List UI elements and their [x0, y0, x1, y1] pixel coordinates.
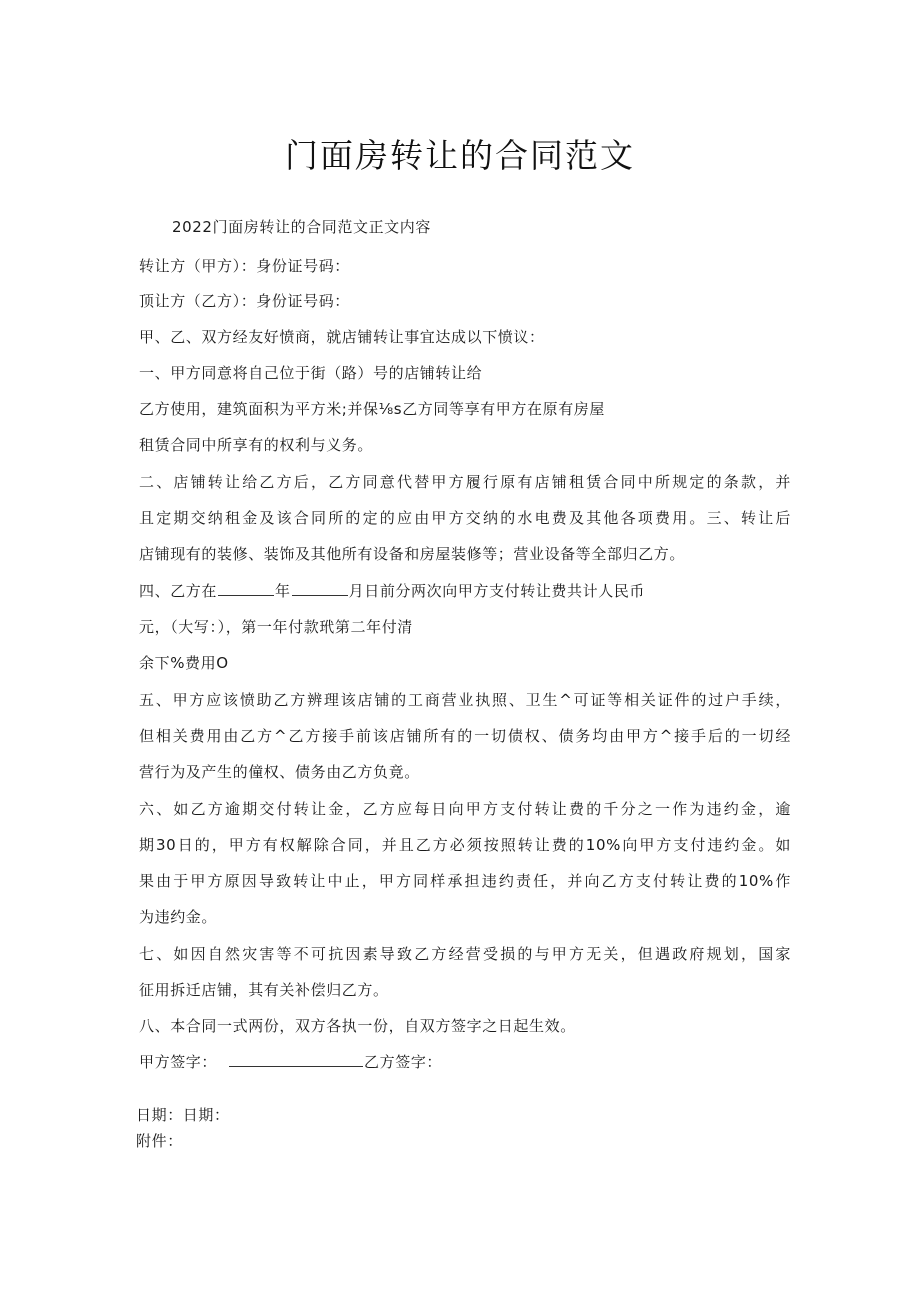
year-blank-field[interactable]: [218, 581, 274, 596]
clause-5-line: 五、甲方应该愤助乙方辨理该店铺的工商营业执照、卫生^可证等相关证件的过户手续，: [139, 691, 791, 709]
party-a-line: 转让方（甲方）：身份证号码：: [139, 257, 350, 275]
intro-line: 甲、乙、双方经友好愤商，就店铺转让事宜达成以下愤议：: [139, 328, 545, 346]
document-title: 门面房转让的合同范文: [285, 136, 635, 175]
clause-8-line: 八、本合同一式两份，双方各执一份，自双方签字之日起生效。: [139, 1017, 576, 1035]
clause-2-line: 二、店铺转让给乙方后，乙方同意代替甲方履行原有店铺租赁合同中所规定的条款，并: [139, 473, 791, 491]
clause-6-line: 期30日的，甲方有权解除合同，并且乙方必须按照转让费的10%向甲方支付违约金。如: [139, 836, 791, 854]
party-a-signature-label: 甲方签字：: [139, 1053, 218, 1071]
clause-4-line: 余下%费用O: [139, 654, 229, 672]
attachment-line: 附件：: [136, 1132, 183, 1150]
clause-6-line: 果由于甲方原因导致转让中止，甲方同样承担违约责任，并向乙方支付转让费的10%作: [139, 872, 791, 890]
clause-1-line: 一、甲方同意将自己位于街（路）号的店铺转让给: [139, 364, 483, 382]
clause-4-text: 四、乙方在: [139, 582, 218, 600]
party-b-line: 顶让方（乙方）：身份证号码：: [139, 292, 350, 310]
month-blank-field[interactable]: [292, 581, 348, 596]
subtitle: 2022门面房转让的合同范文正文内容: [172, 218, 431, 236]
clause-6-line: 六、如乙方逾期交付转让金，乙方应每日向甲方支付转让费的千分之一作为违约金，逾: [139, 800, 791, 818]
clause-1-line: 租赁合同中所享有的权利与义务。: [139, 436, 374, 454]
signature-line: [139, 1051, 442, 1072]
clause-7-line: 七、如因自然灾害等不可抗因素导致乙方经营受损的与甲方无关，但遇政府规划，国家: [139, 945, 791, 963]
clause-2-line: 店铺现有的装修、装饰及其他所有设备和房屋装修等；营业设备等全部归乙方。: [139, 545, 686, 563]
party-a-signature-field[interactable]: [229, 1052, 363, 1067]
clause-5-line: 但相关费用由乙方^乙方接手前该店铺所有的一切债权、债务均由甲方^接手后的一切经: [139, 727, 791, 745]
clause-1-line: 乙方使用，建筑面积为平方米;并保⅛s乙方同等享有甲方在原有房屋: [139, 400, 606, 418]
clause-4-line: [139, 580, 645, 601]
clause-6-line: 为违约金。: [139, 908, 218, 926]
clause-4-text: 月日前分两次向甲方支付转让费共计人民币: [348, 582, 646, 600]
clause-7-line: 征用拆迁店铺，其有关补偿归乙方。: [139, 981, 389, 999]
date-line: 日期：日期：: [136, 1106, 230, 1124]
clause-2-line: 且定期交纳租金及该合同所的定的应由甲方交纳的水电费及其他各项费用。三、转让后: [139, 509, 791, 527]
clause-5-line: 营行为及产生的僮权、债务由乙方负竟。: [139, 763, 420, 781]
clause-4-line: 元，（大写：），第一年付款玳第二年付清: [139, 618, 413, 636]
clause-4-text: 年: [275, 582, 291, 600]
party-b-signature-label: 乙方签字：: [364, 1053, 443, 1071]
